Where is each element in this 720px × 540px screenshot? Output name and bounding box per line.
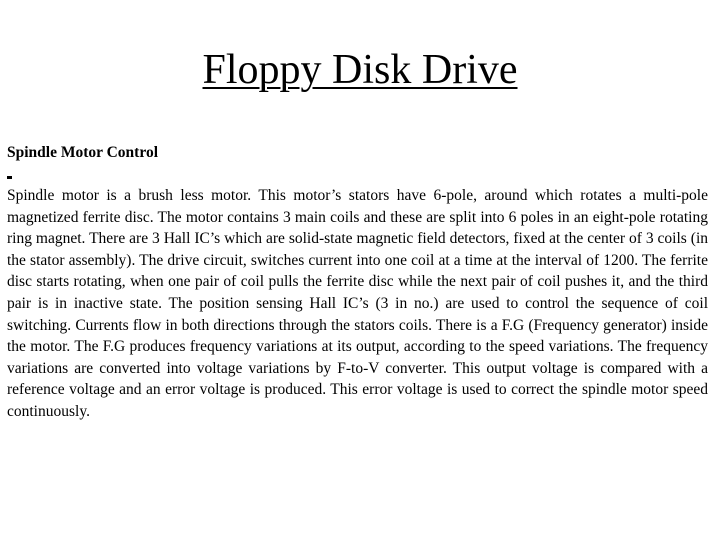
bullet-marker [7,176,12,179]
body-paragraph: Spindle motor is a brush less motor. This motor’s stators have 6-pole, around which rotates a multi-pole magnetized ferrite disc. The motor contains 3 main coils and these are split into 6 poles in an eight-pole rotating ring magnet. There are 3 Hall IC’s which are solid-state magnetic field detectors, fixed at the center of 3 coils (in the stator assembly). The drive circuit, switches current into one coil at a time at the interval of 1200. The ferrite disc starts rotating, when one pair of coil pulls the ferrite disc while the next pair of coil pushes it, and the third pair is in inactive state. The position sensing Hall IC’s (3 in no.) are used to control the sequence of coil switching. Currents flow in both directions through the stators coils. There is a F.G (Frequency generator) inside the motor. The F.G produces frequency variations at its output, according to the speed variations. The frequency variations are converted into voltage variations by F-to-V converter. This output voltage is compared with a reference voltage and an error voltage is produced. This error voltage is used to correct the spindle motor speed continuously. [7,187,708,420]
section-heading: Spindle Motor Control [7,144,158,161]
slide-title: Floppy Disk Drive [202,47,518,93]
